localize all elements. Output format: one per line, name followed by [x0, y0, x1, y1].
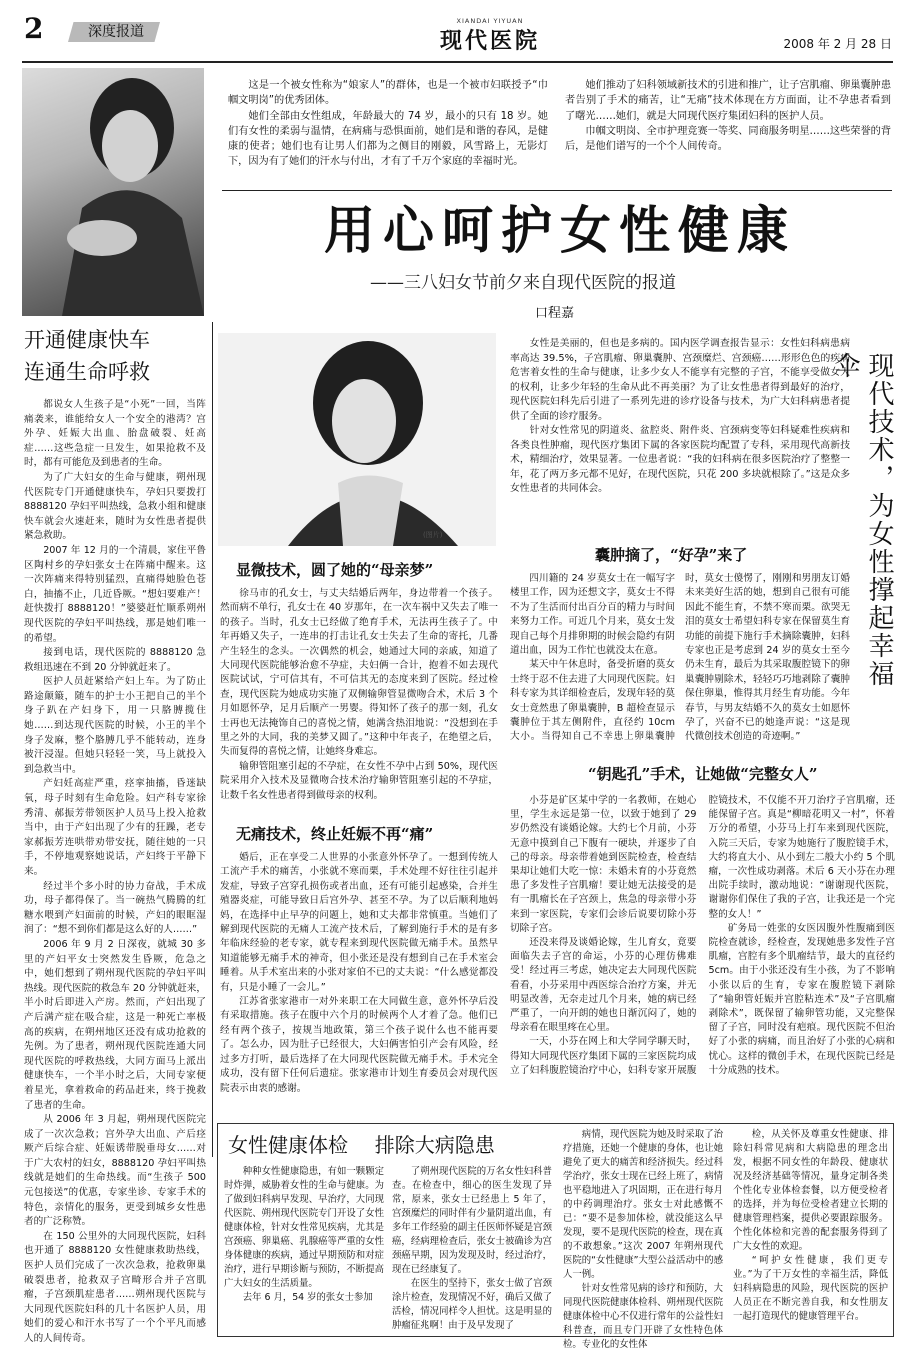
section-c-body [510, 572, 850, 762]
bottom-paragraph: 检，从关怀及尊重女性健康、排除妇科常见病和大病隐患的理念出发，根据不同女性的年龄段、健康状况及经济基础等情况，量身定制各类个性化专业体检套餐，以方便受检者的选择，并为每位受检者建立长期的健康管理档案，提供必要跟踪服务。个性化体检和完善的配套服务得到了广大女性的欢迎。 [733, 1129, 888, 1252]
paper-name: 现代医院 [439, 28, 540, 54]
left-paragraph: 为了广大妇女的生命与健康，朔州现代医院专门开通健康快车，孕妇只要拨打 8888120 孕妇平叫热线，急救小组和健康快车就会火速赶来，随时为女性患者提供紧急救助。 [24, 471, 206, 542]
intro-paragraph: 她们推动了妇科领域新技术的引进和推广，让子宫肌瘤、卵巢囊肿患者告别了手术的痛苦，让“无痛”技术体现在方方面面，让不孕患者看到了曙光……她们，就是大同现代医疗集团妇科的医护人员。 [565, 80, 892, 122]
subtitle: ——三八妇女节前夕来自现代医院的报道 [370, 273, 676, 293]
woman-fashion-photo [218, 333, 496, 546]
left-paragraph: 2006 年 9 月 2 日深夜，就城 30 多里的产妇平女士突然发生昏厥，危急之中，她们想到了朔州现代医院的孕妇平叫热线。现代医院的救急车 20 分钟就赶来，半小时后即进入产房。然而，产妇出现了产后满产症在吸合症，这是一种死亡率极高的疾病，在朔州地区还没有成功抢救的先例。为了患者，朔州现代医院连通大同现代医院的呼救热线，大同方面马上派出健康快车，一个半小时之后，大同专家便着星光，拿着救命的药品赶来，终于挽救了患者的生命。 [24, 938, 206, 1111]
left-headline-line-1: 开通健康快车 [24, 328, 150, 352]
photo-caption: (图片) [423, 531, 443, 539]
left-column-rule [212, 322, 213, 1157]
intro-column-2 [565, 78, 891, 154]
left-headline [24, 324, 204, 388]
bottom-column-3 [563, 1128, 723, 1350]
left-paragraph: 都说女人生孩子是“小死”一回，当阵痛袭来，谁能给女人一个安全的港湾？宫外孕、妊娠大出血、胎盘破裂、妊高症……这些急症一旦发生，如果抢救不及时，都有可能危及到患者的生命。 [24, 399, 206, 469]
bottom-column-4 [733, 1128, 888, 1331]
left-headline-line-2: 连通生命呼救 [24, 360, 150, 384]
intro-paragraph: 巾帼文明岗、全市护理竞赛一等奖、同商服务明星……这些荣誉的背后，是他们谱写的一个个人间传奇。 [565, 125, 892, 153]
section-b-paragraph: 婚后，正在享受二人世界的小张意外怀孕了。一想到传统人工流产手术的痛苦，小张就不寒而栗，手术处理不好往往引起并发症，导致子宫穿孔损伤或者出血，还有可能引起感染，合并生殖器炎症，可能导致日后宫外孕、甚至不孕。为了以后顺利地妈妈，在选择中止早孕的问题上，她和丈夫都非常慎重。当她们了解到现代医院的无痛人工流产技术后，了解到施行手术的是有多年临床经验的老专家，就专程来到现代医院做无痛手术。虽然早知道能够无痛手术的神奇，但小张还是没有想到自己在手术室会睡着。从手术室出来的小张对家伯不已的丈夫说：“什么感觉都没有，只是小睡了一会儿。” [220, 852, 498, 993]
center-paragraph: 针对女性常见的阴道炎、盆腔炎、附件炎、宫颈病变等妇科疑难性疾病和各类良性肿瘤，现代医疗集团下属的各家医院均配置了专科，采用现代高新技术，精细治疗，效果显著。一位患者说：“我的妇科病在很多医院治疗了整整一年，花了两万多元都不见好，在现代医院，只花 200 多块就根除了。”这是众多女性患者的共同体会。 [510, 425, 850, 494]
section-d-paragraph: 矿务局一姓张的女医因腹外性腹痛到医院检查就诊，经检查，发现她患多发性子宫肌瘤，宫腔有多个肌瘤结节，最大的直径约 5cm。由于小张还没有生小孩，为了不影响小张以后的生育，专家在腹腔镜下剥除了“输卵管妊娠并宫腔粘连术”及“子宫肌瘤剥除术”，既保留了输卵管功能，又完整保留了子宫，同时没有疤痕。现代医院不但治好了小张的病痛，而且治好了小张的心病和忧心。这样的微创手术，在现代医院已经是十分成熟的技术。 [708, 922, 895, 1076]
bottom-paragraph: 在医生的坚持下，张女士做了宫颈涂片检查，发现情况不好，确后又做了活检，情况同样令人担忧。这是明显的肿瘤征兆啊！由于及早发现了 [392, 1278, 552, 1331]
section-label: 深度报道 [88, 24, 144, 40]
bottom-column-2 [392, 1165, 552, 1331]
left-paragraph: 医护人员赶紧给产妇上车。为了防止路途颠簸，随车的护士小王把自己的半个身子趴在产妇身下，用一只胳膊揽住她……到达现代医院的时候，小王的半个身子发麻，整个胳膊几乎不能转动，连身被汗浸湿。但她只轻轻一笑，马上就投入到急救当中。 [24, 676, 206, 775]
section-a-paragraph: 输卵管阻塞引起的不孕症，在女性不孕中占到 50%，现代医院采用介入技术及显微吻合技术治疗输卵管阻塞引起的不孕症，让数千名女性患者得到做母亲的权利。 [220, 760, 498, 801]
bottom-paragraph: 去年 6 月，54 岁的张女士参加 [242, 1292, 373, 1303]
vertical-headline: 现代技术，为女性撑起幸福伞 [830, 352, 894, 688]
fashion-illustration [218, 333, 496, 546]
bottom-headline [228, 1130, 578, 1160]
page-number: 2 [24, 12, 44, 45]
section-d-body [510, 794, 895, 1122]
intro-column-1 [228, 78, 548, 170]
section-a-body [220, 587, 498, 815]
section-b-body [220, 851, 498, 1121]
bottom-paragraph: 针对女性常见病的诊疗和预防，大同现代医院健康体检科、朔州现代医院健康体检中心不仅进行常年的公益性妇科普查，而且专门开辟了女性特色体检。专业化的女性体 [563, 1283, 723, 1350]
main-title: 用心呵护女性健康 [323, 201, 796, 261]
center-top-body [510, 337, 850, 562]
left-paragraph: 从 2006 年 3 月起，朔州现代医院完成了一次次急救；宫外孕大出血、产后痉厥产后综合症、妊娠诱带脱垂母女……对于广大农村的妇女，8888120 孕妇平叫热线就是她们的生命热线。而“生孩子 500 元包接送”的优惠，专家坐诊、专家手术的特色，亲情化的服务，更受到城乡女性患者的广泛称赞。 [24, 1114, 206, 1228]
intro-paragraph: 这是一个被女性称为“娘家人”的群体，也是一个被市妇联授予“巾帼文明岗”的优秀团体。 [228, 80, 548, 107]
section-b-title: 无痛技术，终止妊娠不再“痛” [236, 825, 434, 843]
left-paragraph: 产妇妊高症严重，痉挛抽搐，昏迷缺氧，母子时刻有生命危险。妇产科专家徐秀清、郝振芳带领医护人员马上投入抢救当中，由于产妇出现了少有的狂躁，老专家郝振芳连哄带劝带安抚，随往她的一只手，不停地观察她说话，产妇终于平静下来。 [24, 778, 206, 877]
section-d-paragraph: 小芬是矿区某中学的一名教师，在她心里，学生永远是第一位，以致于她到了 29 岁仍然没有谈婚论嫁。大约七个月前，小芬无意中摸到自己下腹有一硬块，并逐步了自己的母亲。母亲带着她到医院检查，检查结果却让她们大吃一惊：未婚未育的小芬竟然患了多发性子宫肌瘤！要让她无法接受的是有一肌瘤长在子宫颈上，焦急的母亲带小芬来到一家医院，专家们会诊后说要切除小芬切除子宫。 [510, 795, 697, 934]
bottom-paragraph: 了朔州现代医院的万名女性妇科普查。在检查中，细心的医生发现了异常，原来，张女士已经患上 5 年了，宫颈糜烂的同时伴有少量阴道出血，有多年工作经验的副主任医师怀疑是宫颈癌，经病理检查后，张女士被确诊为宫颈癌早期，因为发现及时，经过治疗，现在已经康复了。 [392, 1166, 552, 1275]
intro-paragraph: 她们全部由女性组成，年龄最大的 74 岁，最小的只有 18 岁。她们有女性的柔弱与温情，在病痛与恐惧面前，她们是和谐的春风，是健康的使者；她们也有让男人们都为之侧目的刚毅，风雪路上，无影灯下，因为有了她们的汗水与付出，才有了千万个家庭的幸福时光。 [228, 110, 548, 168]
section-c-paragraph: 四川籍的 24 岁莫女士在一幅写字楼里工作，因为还想文字，莫女士不得不为了生活而付出百分百的精力与时间来努力工作。可近几个月来，莫女士发现自己每个月排卵期的时候会隐约有阴道出血，因为工作忙也就没太在意。 [510, 573, 675, 657]
left-paragraph: 2007 年 12 月的一个清晨，家住平鲁区陶村乡的孕妇张女士在阵痛中醒来。这一次阵痛来得特别猛烈，直痛得她脸色苍白，抽搐不止，几近昏厥。“想妇要难产！赶快拨打 8888120！”婆婆赶忙顺系朔州现代医院的孕妇平叫热线，那是她们唯一的希望。 [24, 544, 206, 644]
woman-portrait-photo [22, 68, 204, 316]
bottom-paragraph: 病情，现代医院为她及时采取了治疗措施，还她一个健康的身体，也让她避免了更大的痛苦和经济损失。经过科学治疗，张女士现在已经上班了，病情也平稳地进入了巩固期，正在进行每月的中药调理治疗。张女士对此感慨不已：“要不是参加体检，就没能这么早发现，要不是现代医院的检查，现在真的不敢想象。”这次 2007 年朔州现代医院的“女性健康”大型公益活动中的感人一例。 [563, 1129, 723, 1280]
bottom-headline-part-1: 女性健康体检 [228, 1133, 348, 1157]
section-d-title: “钥匙孔”手术，让她做“完整女人” [588, 765, 818, 783]
bottom-paragraph: “呵护女性健康，我们更专业。”为了干万女性的幸福生活，降低妇科病隐患的风险，现代医院的医护人员正在不断完善自我，和女性朋友一起打造现代的健康管理平台。 [733, 1255, 888, 1322]
issue-date: 2008 年 2 月 28 日 [783, 37, 892, 51]
left-column-body [24, 398, 206, 1344]
section-d-paragraph: 一天，小芬在网上和大学同学聊天时，得知大同现代医疗集团下属的三家医院均成立了妇科腹腔镜治疗中心，妇科专家开展腹腔镜技术，不仅能不开刀治疗子宫肌瘤，还能保留子宫。真是“柳暗花明又一村”，怀着万分的希望，小芬马上打车来到现代医院，入院三天后，专家为她施行了腹腔镜手术，大约将直大小、从小到左二般大小约 5 个肌瘤，一次性成功剥落。术后 6 天小芬在办理出院手续时，激动地说：“谢谢现代医院，谢谢你们保住了我的子宫，让我还是一个完整的女人！” [510, 795, 895, 1076]
section-b-paragraph: 江苏省张家港市一对外来职工在大同做生意，意外怀孕后没有采取措施。孩子在腹中六个月的时候两个人才着了急。他们已经有两个孩子，按规当地政策，第三个孩子说什么也不能再要了。怎么办，因为肚子已经很大，大妇俩害怕引产会有风险，经过多方打听，最后选择了在大同现代医院做无痛手术。手术完全成功，没有留下任何后遗症。张家港市计划生育委员会对现代医院表示由衷的感谢。 [220, 996, 498, 1094]
section-c-title: 囊肿摘了，“好孕”来了 [595, 546, 748, 564]
bottom-headline-part-2: 排除大病隐患 [374, 1133, 495, 1157]
center-paragraph: 女性是美丽的，但也是多病的。国内医学调查报告显示：女性妇科病患病率高达 39.5%，子宫肌瘤、卵巢囊肿、宫颈糜烂、宫颈癌……形形色色的疾病危害着女性的生命与健康，让多少女人不能享有完整的子宫，不能享受做女人的权利，让多少年轻的生命从此不再美丽？为了让女性患者得到最好的治疗，现代医院妇科先后引进了一系列先进的诊疗设备与技术，为广大妇科病患者提供了全面的诊疗服务。 [510, 338, 850, 422]
left-paragraph: 接到电话，现代医院的 8888120 急救组迅速在不到 20 分钟就赶来了。 [24, 647, 206, 673]
section-c-paragraph: 某天中午休息时，备受折磨的莫女士终于忍不住去进了大同现代医院。妇科专家为其详细检查后，发现年轻的莫女士竟然患了卵巢囊肿，B 超检查显示囊肿位于其左侧附件，直径约 10cm 大小。当得知自己不幸患上卵巢囊肿时，莫女士傻愣了，刚刚和男朋友订婚未来美好生活的她，想到自己很有可能因此不能生育，不禁不寒而栗。欲哭无泪的莫女士希望妇科专家在保留莫生育功能的前提下施行手术摘除囊肿，妇科专家也正是考虑到 24 岁的莫女士至今仍未生育，最后为其采取腹腔镜下的卵巢囊肿剔除术，轻轻巧巧地剥除了囊肿保住卵巢，惟得其月经生育功能。今年春节，与男友结婚不久的莫女士如愿怀孕了，兴奋不已的她逢声说：“这是现代微创技术创造的奇迹啊。” [510, 573, 850, 743]
section-a-title: 显微技术，圆了她的“母亲梦” [236, 561, 434, 579]
left-paragraph: 经过半个多小时的协力奋战，手术成功，母子都得保了。当一碗热气腾腾的红糖水喂到产妇面前的时候，产妇的眼眶湿润了：“想不到你们都是这么好的人……” [24, 880, 206, 936]
header-rule [22, 61, 893, 63]
bottom-paragraph: 种种女性健康隐患，有如一颗颗定时炸弹，威胁着女性的生命与健康。为了做到妇科病早发现、早治疗，大同现代医院、朔州现代医院专门开设了女性健康体检，针对女性常见疾病，尤其是宫颈癌、卵巢癌、乳腺癌等严重的女性身体健康的疾病，通过早期预防和对症治疗，进行早期诊断与预防，不断提高广大妇女的生活质量。 [224, 1166, 384, 1289]
paper-pinyin: XIANDAI YIYUAN [456, 17, 524, 25]
title-top-rule [222, 190, 892, 191]
portrait-illustration [22, 68, 204, 316]
byline: 口程嘉 [535, 306, 575, 321]
section-d-paragraph: 还没来得及谈婚论嫁，生儿育女，竟要面临失去子宫的命运，小芬的心理仿佛难受！经过再三考虑，她决定去大同现代医院看看，小芬采用中西医综合治疗方案，并无明显改善，无奈走过几个月来，她的病已经严重了，一向开朗的她也日渐沉闷了，她的母亲看在眼里疼在心里。 [510, 937, 697, 1034]
bottom-column-1 [224, 1165, 384, 1331]
left-paragraph: 在 150 公里外的大同现代医院，妇科也开通了 8888120 女性健康救助热线，医护人员们完成了一次次急救，抢救卵巢破裂患者，抢救双子宫畸形合并子宫肌瘤，子宫颈肌症患者……朔州现代医院与大同现代医院妇科的几十名医护人员，用她们的爱心和汗水书写了一个个平凡而感人的人间传奇。 [24, 1230, 206, 1344]
section-a-paragraph: 徐马市的孔女士，与丈夫结婚后两年，身边带着一个孩子。然而病不单行，孔女士在 40 岁那年，在一次车祸中又失去了唯一的孩子。当时，孔女士已经做了绝育手术，无法再生孩子了。中年再婚又失子，一连串的打击让孔女士失去了生命的寄托，几番产生轻生的念头。一次偶然的机会，她通过大同的亲戚，知道了大同现代医院能够治愈不孕症，夫妇俩一合计，抱着不如去现代医院试试，宁可信其有，不可信其无的态度来到了医院。经过检查，现代医院为她成功实施了双侧输卵管显微吻合术，术后 3 个月如愿怀孕，足月后顺产一男婴。得知怀了孩子的那一刻，孔女士再也无法掩饰自己的喜悦之情，她满含热泪地说：“没想到在手里之外的大同，我的美梦又圆了。”这种中年丧子，在绝望之后，失而复得的喜悦之情，让她终身难忘。 [220, 588, 498, 758]
